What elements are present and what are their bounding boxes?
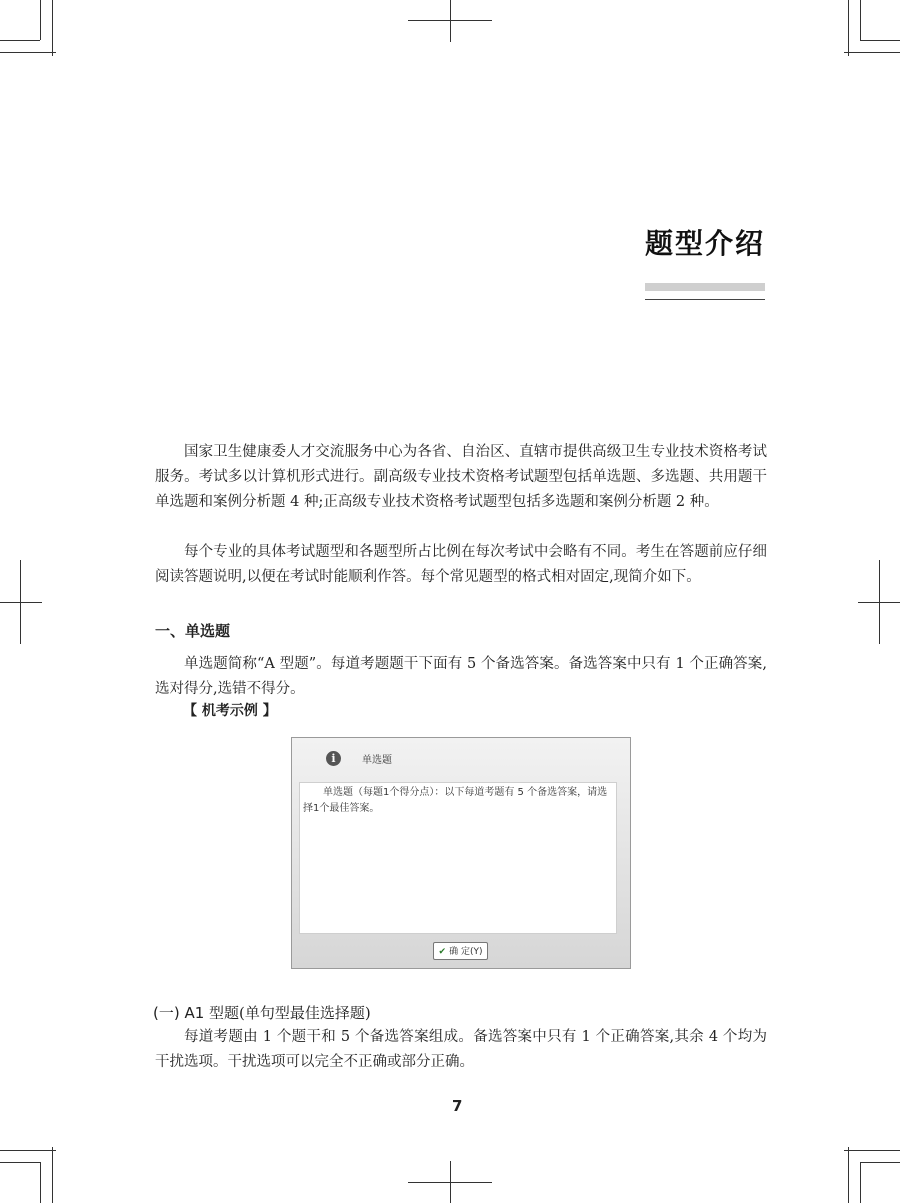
- crop-mark: [860, 40, 900, 41]
- crop-mark: [40, 1162, 41, 1203]
- title-underline-bar: [645, 283, 765, 291]
- page-number: 7: [452, 1097, 463, 1115]
- crop-mark: [52, 0, 53, 56]
- crop-mark: [860, 1162, 900, 1163]
- dialog-title: 单选题: [362, 755, 392, 766]
- crop-mark: [0, 52, 56, 53]
- crop-mark: [408, 1182, 492, 1183]
- crop-mark: [0, 1162, 40, 1163]
- dialog-body: 单选题（每题1个得分点）：以下每道考题有 5 个备选答案，请选择1个最佳答案。: [299, 782, 617, 934]
- crop-mark: [40, 0, 41, 40]
- crop-mark: [0, 40, 40, 41]
- section-description: 单选题简称“A 型题”。每道考题题干下面有 5 个备选答案。备选答案中只有 1 个正确答案,选对得分,选错不得分。: [155, 656, 767, 697]
- title-underline-rule: [645, 299, 765, 300]
- crop-mark: [52, 1147, 53, 1203]
- crop-mark: [408, 20, 492, 21]
- intro-paragraph-2: 每个专业的具体考试题型和各题型所占比例在每次考试中会略有不同。考生在答题前应仔细阅读答题说明,以便在考试时能顺利作答。每个常见题型的格式相对固定,现简介如下。: [155, 544, 767, 585]
- crop-mark: [0, 1150, 56, 1151]
- chapter-title: 题型介绍: [644, 227, 765, 260]
- crop-mark: [860, 1162, 861, 1203]
- ok-button[interactable]: [433, 942, 488, 960]
- crop-mark: [450, 0, 451, 42]
- crop-mark: [0, 602, 42, 603]
- subsection-heading: [153, 1002, 371, 1023]
- subsection-description: 每道考题由 1 个题干和 5 个备选答案组成。备选答案中只有 1 个正确答案,其余 4 个均为干扰选项。干扰选项可以完全不正确或部分正确。: [155, 1029, 767, 1070]
- crop-mark: [844, 52, 900, 53]
- crop-mark: [848, 1147, 849, 1203]
- crop-mark: [848, 0, 849, 56]
- intro-paragraph-1: 国家卫生健康委人才交流服务中心为各省、自治区、直辖市提供高级卫生专业技术资格考试服务。考试多以计算机形式进行。副高级专业技术资格考试题型包括单选题、多选题、共用题干单选题和案例分析题 4 种;正高级专业技术资格考试题型包括多选题和案例分析题 2 种。: [155, 444, 767, 510]
- subsection-lead: (一) A1 型题: [153, 1004, 240, 1022]
- check-icon: ✔: [438, 947, 447, 957]
- example-label: 【 机考示例 】: [183, 703, 277, 719]
- ok-button-label: 确 定(Y): [449, 947, 483, 957]
- crop-mark: [860, 0, 861, 40]
- crop-mark: [858, 602, 900, 603]
- info-icon: i: [326, 751, 341, 766]
- subsection-paren: (单句型最佳选择题): [239, 1004, 371, 1022]
- section-heading: 一、单选题: [155, 622, 231, 640]
- crop-mark: [844, 1150, 900, 1151]
- exam-dialog: [291, 737, 631, 969]
